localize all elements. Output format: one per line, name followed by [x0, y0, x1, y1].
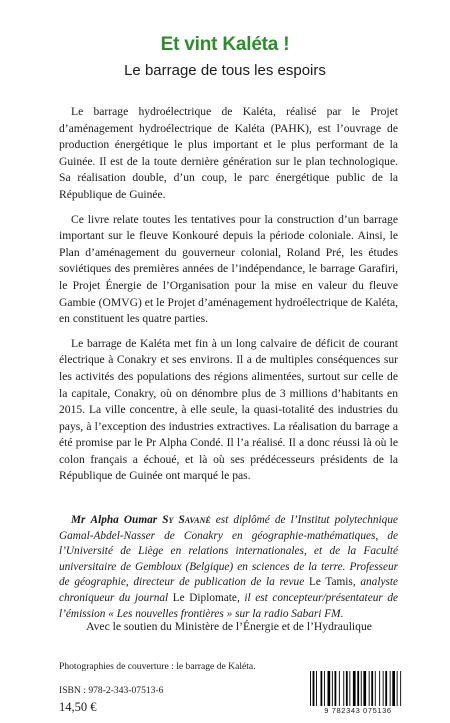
cover-photo-credit: Photographies de couverture : le barrage de Kaléta. [59, 661, 256, 672]
bio-text: , il est concepteur/présentateur de l’émission « Les nouvelles frontières » sur la radio Sabari FM. [59, 591, 398, 620]
author-first-name: Alpha Oumar [90, 514, 158, 526]
summary-paragraph: Le barrage de Kaléta met fin à un long calvaire de déficit de courant électrique à Conakry et ses environs. Il a de multiples conséquences sur les activités des populations des régions alimentées, surtout sur celle de la capitale, Conakry, où on dénombre plus de 3 millions d’habitants en 2015. La ville concentre, à elle seule, la quasi-totalité des industries du pays, à l’exception des industries extractives. La réalisation du barrage a été promise par le Pr Alpha Condé. Il l’a réalisé. Il a donc réussi là où le colon français a échoué, et là où ses prédécesseurs présidents de la République de Guinée ont marqué le pas. [59, 336, 398, 483]
author-last-name: Sy Savané [162, 514, 211, 526]
summary-paragraph: Le barrage hydroélectrique de Kaléta, réalisé par le Projet d’aménagement hydroélectrique de Kaléta (PAHK), est l’ouvrage de production énergétique le plus important et le plus performant de la Guinée. Il est de la toute dernière génération sur le plan technologique. Sa réalisation double, d’un coup, le parc énergétique public de la République de Guinée. [59, 105, 398, 201]
summary-text [59, 104, 398, 493]
author-bio [59, 513, 398, 622]
bio-text: , analyste chroniqueur du journal [59, 576, 399, 604]
price: 14,50 € [59, 700, 97, 714]
bio-text: est diplômé de l’Institut polytechnique Gamal-Abdel-Nasser de Conakry en géographie-mathématiques, de l’Université de Liège en relations internationales, et de la Faculté universitaire de Gembloux (Belgique) en sciences de la terre. Professeur de géographie, directeur de publication de la revue [59, 514, 398, 589]
book-subtitle: Le barrage de tous les espoirs [124, 62, 326, 79]
author-honorific: Mr [71, 514, 86, 526]
support-line: Avec le soutien du Ministère de l’Énergie et de l’Hydraulique [86, 620, 372, 633]
author-bio-paragraph [59, 513, 398, 622]
summary-paragraph: Ce livre relate toutes les tentatives pour la construction d’un barrage important sur le fleuve Konkouré depuis la période coloniale. Ainsi, le Plan d’aménagement du gouverneur colonial, Roland Pré, les études soviétiques des premières années de l’indépendance, le barrage Garafiri, le Projet Énergie de l’Organisation pour la mise en valeur du fleuve Gambie (OMVG) et le Projet d’aménagement hydroélectrique de Kaléta, en constituent les quatre parties. [59, 212, 398, 326]
revue-name: Le Tamis [308, 576, 353, 589]
book-title: Et vint Kaléta ! [160, 34, 290, 55]
isbn: ISBN : 978-2-343-07513-6 [59, 685, 164, 696]
barcode-number: 9 782343 075136 [306, 706, 410, 716]
journal-name: Le Diplomate [172, 591, 237, 604]
